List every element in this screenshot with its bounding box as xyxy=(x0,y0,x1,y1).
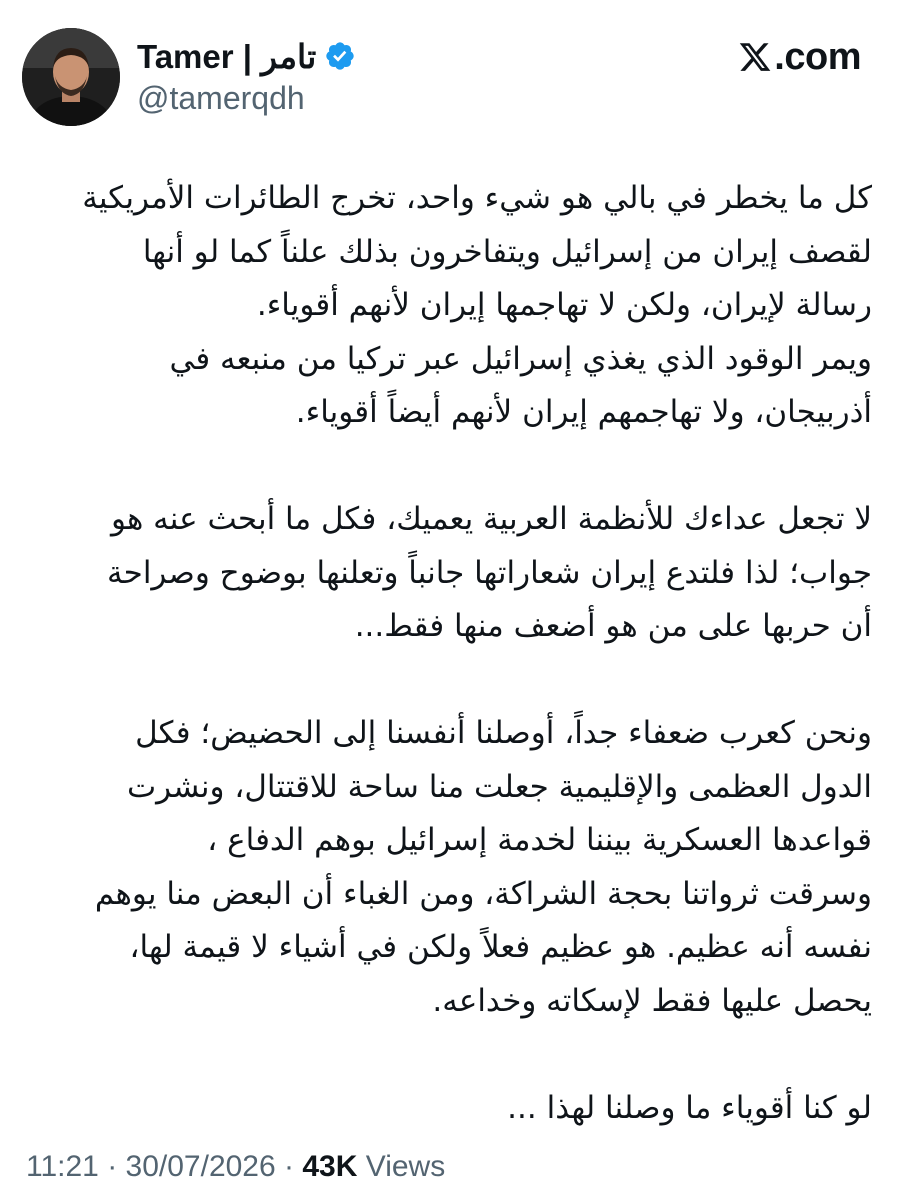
tweet-line: لو كنا أقوياء ما وصلنا لهذا ... xyxy=(507,1089,872,1126)
x-logo-icon xyxy=(738,40,772,74)
tweet-line: أذربيجان، ولا تهاجمهم إيران لأنهم أيضاً أقوياء. xyxy=(295,394,872,430)
tweet-line: الدول العظمى والإقليمية جعلت منا ساحة للاقتتال، ونشرت xyxy=(126,768,872,805)
tweet-line: نفسه أنه عظيم. هو عظيم فعلاً ولكن في أشياء لا قيمة لها، xyxy=(129,929,872,965)
author-handle[interactable]: @tamerqdh xyxy=(137,80,305,116)
tweet-line: لقصف إيران من إسرائيل ويتفاخرون بذلك علناً كما لو أنها xyxy=(142,233,872,270)
paragraph-gap xyxy=(28,1028,872,1082)
author-display-name[interactable]: Tamer | تامر xyxy=(137,37,317,75)
tweet-line: لا تجعل عداءك للأنظمة العربية يعميك، فكل ما أبحث عنه هو xyxy=(110,501,872,537)
author-name-row xyxy=(137,34,356,78)
verified-badge-icon xyxy=(324,40,356,72)
meta-separator: · xyxy=(275,1150,303,1183)
tweet-line: قواعدها العسكرية بيننا لخدمة إسرائيل بوهم الدفاع ، xyxy=(207,822,872,858)
tweet-paragraph xyxy=(28,1082,872,1136)
tweet-line: رسالة لإيران، ولكن لا تهاجمها إيران لأنهم أقوياء. xyxy=(256,287,872,323)
meta-separator: · xyxy=(98,1150,126,1183)
avatar[interactable] xyxy=(22,28,120,126)
tweet-paragraph xyxy=(28,172,872,440)
tweet-line: جواب؛ لذا فلتدع إيران شعاراتها جانباً وتعلنها بوضوح وصراحة xyxy=(107,554,872,591)
tweet-line: ويمر الوقود الذي يغذي إسرائيل عبر تركيا من منبعه في xyxy=(169,340,872,377)
tweet-time[interactable]: 11:21 xyxy=(26,1150,99,1183)
tweet-line: كل ما يخطر في بالي هو شيء واحد، تخرج الطائرات الأمريكية xyxy=(82,180,872,216)
tweet-line: وسرقت ثرواتنا بحجة الشراكة، ومن الغباء أن البعض منا يوهم xyxy=(94,875,872,912)
profile-photo xyxy=(22,28,120,126)
tweet-header xyxy=(0,0,901,150)
tweet-paragraph xyxy=(28,493,872,654)
tweet-meta xyxy=(26,1150,445,1184)
tweet-line: يحصل عليها فقط لإسكاته وخداعه. xyxy=(432,982,872,1019)
brand-domain-label: .com xyxy=(774,35,861,78)
tweet-date[interactable]: 30/07/2026 xyxy=(125,1150,276,1183)
paragraph-gap xyxy=(28,440,872,494)
views-label: Views xyxy=(357,1150,446,1183)
tweet-paragraph xyxy=(28,707,872,1028)
tweet-line: أن حربها على من هو أضعف منها فقط... xyxy=(354,608,872,644)
brand-logo[interactable] xyxy=(738,34,861,80)
tweet-line: ونحن كعرب ضعفاء جداً، أوصلنا أنفسنا إلى الحضيض؛ فكل xyxy=(135,715,872,751)
tweet-text xyxy=(28,172,872,1135)
paragraph-gap xyxy=(28,654,872,708)
views-count[interactable]: 43K xyxy=(302,1150,358,1183)
